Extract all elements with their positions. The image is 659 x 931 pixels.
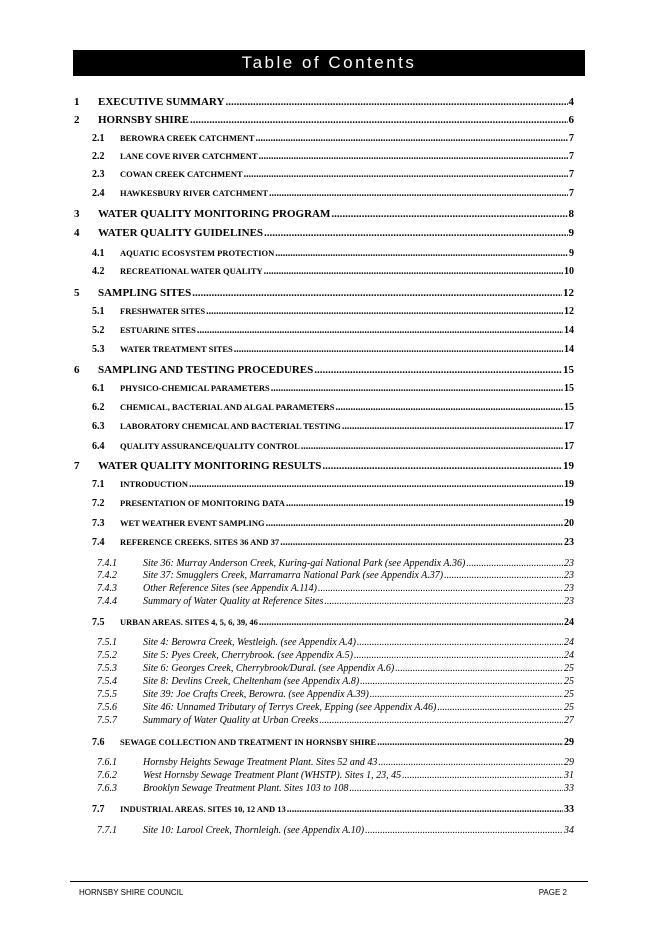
dot-leader — [259, 151, 568, 162]
toc-entry-title: WATER QUALITY MONITORING RESULTS — [98, 460, 322, 472]
toc-entry-number: 4.2 — [92, 266, 105, 277]
toc-entry-number: 5.2 — [92, 325, 105, 336]
toc-entry-number: 7.6.2 — [97, 770, 117, 781]
dot-leader — [444, 570, 563, 581]
toc-entry-level-3[interactable] — [97, 558, 574, 569]
toc-entry-title: Site 10: Larool Creek, Thornleigh. (see Appendix A.10) — [143, 825, 365, 836]
toc-entry-page: 33 — [564, 804, 574, 815]
toc-entry-level-3[interactable] — [97, 715, 574, 726]
toc-entry-page: 33 — [564, 783, 574, 794]
toc-entry-page: 27 — [564, 715, 574, 726]
toc-entry-number: 4 — [74, 227, 80, 239]
toc-entry-number: 5.3 — [92, 344, 105, 355]
dot-leader — [287, 804, 563, 815]
toc-entry-number: 3 — [74, 208, 80, 220]
toc-entry-level-1[interactable] — [74, 287, 574, 299]
toc-entry-page: 25 — [564, 663, 574, 674]
dot-leader — [286, 498, 563, 509]
toc-entry-page: 17 — [564, 441, 574, 452]
toc-entry-title: INTRODUCTION — [120, 479, 189, 489]
toc-entry-level-3[interactable] — [97, 637, 574, 648]
toc-entry-number: 7.4 — [92, 537, 105, 548]
toc-entry-number: 2.1 — [92, 133, 105, 144]
toc-entry-title: SAMPLING AND TESTING PROCEDURES — [98, 364, 314, 376]
toc-entry-number: 7.7.1 — [97, 825, 117, 836]
footer-organization: HORNSBY SHIRE COUNCIL — [79, 888, 184, 897]
dot-leader — [365, 825, 563, 836]
toc-entry-number: 5 — [74, 287, 80, 299]
dot-leader — [402, 770, 563, 781]
dot-leader — [280, 537, 563, 548]
toc-entry-number: 7.5.4 — [97, 676, 117, 687]
toc-entry-title: West Hornsby Sewage Treatment Plant (WHSTP). Sites 1, 23, 45 — [143, 770, 402, 781]
toc-entry-title: BEROWRA CREEK CATCHMENT — [120, 133, 255, 143]
toc-entry-level-2[interactable] — [92, 306, 574, 317]
toc-entry-title: HORNSBY SHIRE — [98, 114, 189, 126]
toc-entry-page: 7 — [569, 169, 574, 180]
toc-entry-title: SEWAGE COLLECTION AND TREATMENT IN HORNSBY SHIRE — [120, 737, 377, 747]
dot-leader — [269, 188, 568, 199]
dot-leader — [192, 287, 562, 299]
toc-entry-title: REFERENCE CREEKS. SITES 36 AND 37 — [120, 537, 280, 547]
toc-entry-title: Hornsby Heights Sewage Treatment Plant. Sites 52 and 43 — [143, 757, 378, 768]
toc-entry-number: 4.1 — [92, 248, 105, 259]
dot-leader — [275, 248, 568, 259]
toc-entry-title: Brooklyn Sewage Treatment Plant. Sites 103 to 108 — [143, 783, 349, 794]
toc-entry-level-3[interactable] — [97, 650, 574, 661]
dot-leader — [266, 518, 563, 529]
toc-entry-page: 8 — [568, 208, 574, 220]
dot-leader — [206, 306, 563, 317]
toc-entry-number: 7.7 — [92, 804, 105, 815]
toc-entry-level-3[interactable] — [97, 596, 574, 607]
toc-entry-page: 6 — [568, 114, 574, 126]
toc-entry-page: 9 — [569, 248, 574, 259]
toc-entry-number: 2.4 — [92, 188, 105, 199]
toc-entry-level-1[interactable] — [74, 114, 574, 126]
toc-entry-page: 19 — [564, 498, 574, 509]
dot-leader — [336, 402, 563, 413]
toc-entry-level-1[interactable] — [74, 208, 574, 220]
toc-entry-title: LANE COVE RIVER CATCHMENT — [120, 151, 258, 161]
toc-entry-title: Site 37: Smugglers Creek, Marramarra National Park (see Appendix A.37) — [143, 570, 444, 581]
toc-entry-number: 7.2 — [92, 498, 105, 509]
toc-entry-title: ESTUARINE SITES — [120, 325, 196, 335]
dot-leader — [264, 266, 563, 277]
toc-entry-number: 7.1 — [92, 479, 105, 490]
toc-entry-title: HAWKESBURY RIVER CATCHMENT — [120, 188, 268, 198]
toc-entry-page: 23 — [564, 596, 574, 607]
toc-entry-level-2[interactable] — [92, 804, 574, 815]
dot-leader — [225, 96, 567, 108]
toc-entry-title: WATER TREATMENT SITES — [120, 344, 233, 354]
toc-entry-number: 7.5.7 — [97, 715, 117, 726]
toc-entry-title: Site 6: Georges Creek, Cherrybrook/Dural. (see Appendix A.6) — [143, 663, 395, 674]
dot-leader — [357, 637, 563, 648]
toc-entry-level-2[interactable] — [92, 266, 574, 277]
toc-entry-level-2[interactable] — [92, 344, 574, 355]
toc-entry-level-3[interactable] — [97, 783, 574, 794]
toc-entry-page: 19 — [563, 460, 574, 472]
toc-entry-title: Other Reference Sites (see Appendix A.114) — [143, 583, 318, 594]
toc-entry-title: SAMPLING SITES — [98, 287, 192, 299]
dot-leader — [244, 169, 568, 180]
dot-leader — [314, 364, 562, 376]
toc-entry-page: 19 — [564, 479, 574, 490]
toc-entry-level-1[interactable] — [74, 96, 574, 108]
toc-entry-number: 2.3 — [92, 169, 105, 180]
toc-entry-title: Summary of Water Quality at Reference Sites — [143, 596, 324, 607]
toc-entry-title: COWAN CREEK CATCHMENT — [120, 169, 243, 179]
dot-leader — [189, 479, 563, 490]
toc-entry-level-3[interactable] — [97, 676, 574, 687]
toc-entry-level-1[interactable] — [74, 227, 574, 239]
dot-leader — [259, 617, 563, 628]
dot-leader — [264, 227, 567, 239]
toc-entry-level-2[interactable] — [92, 402, 574, 413]
toc-entry-page: 12 — [564, 306, 574, 317]
toc-entry-page: 15 — [564, 402, 574, 413]
dot-leader — [255, 133, 568, 144]
dot-leader — [324, 596, 563, 607]
toc-entry-level-2[interactable] — [92, 617, 574, 628]
toc-entry-title: INDUSTRIAL AREAS. SITES 10, 12 AND 13 — [120, 804, 286, 814]
toc-entry-page: 4 — [568, 96, 574, 108]
toc-entry-page: 7 — [569, 188, 574, 199]
toc-entry-level-3[interactable] — [97, 570, 574, 581]
toc-entry-page: 31 — [564, 770, 574, 781]
dot-leader — [271, 383, 563, 394]
footer-divider — [70, 881, 588, 882]
dot-leader — [322, 460, 562, 472]
dot-leader — [197, 325, 563, 336]
toc-entry-title: LABORATORY CHEMICAL AND BACTERIAL TESTING — [120, 421, 341, 431]
toc-entry-level-2[interactable] — [92, 383, 574, 394]
toc-entry-level-1[interactable] — [74, 364, 574, 376]
page-title: Table of Contents — [73, 50, 585, 76]
toc-entry-number: 7.5.2 — [97, 650, 117, 661]
toc-entry-number: 7.5.1 — [97, 637, 117, 648]
toc-entry-number: 7.6.1 — [97, 757, 117, 768]
dot-leader — [370, 689, 563, 700]
toc-entry-page: 23 — [564, 570, 574, 581]
toc-entry-number: 6.1 — [92, 383, 105, 394]
toc-entry-level-2[interactable] — [92, 518, 574, 529]
toc-entry-page: 10 — [564, 266, 574, 277]
toc-entry-level-1[interactable] — [74, 460, 574, 472]
toc-entry-level-2[interactable] — [92, 188, 574, 199]
toc-entry-page: 14 — [564, 325, 574, 336]
toc-entry-page: 7 — [569, 133, 574, 144]
toc-entry-title: Site 4: Berowra Creek, Westleigh. (see Appendix A.4) — [143, 637, 356, 648]
toc-entry-title: PRESENTATION OF MONITORING DATA — [120, 498, 285, 508]
dot-leader — [354, 650, 563, 661]
toc-entry-page: 25 — [564, 689, 574, 700]
toc-entry-number: 7.5 — [92, 617, 105, 628]
dot-leader — [319, 715, 563, 726]
toc-entry-title: RECREATIONAL WATER QUALITY — [120, 266, 263, 276]
toc-entry-page: 14 — [564, 344, 574, 355]
toc-entry-level-2[interactable] — [92, 441, 574, 452]
toc-entry-level-3[interactable] — [97, 770, 574, 781]
toc-entry-number: 7.4.3 — [97, 583, 117, 594]
dot-leader — [437, 702, 563, 713]
toc-entry-number: 6.3 — [92, 421, 105, 432]
toc-entry-page: 25 — [564, 676, 574, 687]
toc-entry-number: 6.4 — [92, 441, 105, 452]
toc-entry-page: 20 — [564, 518, 574, 529]
toc-entry-page: 15 — [564, 383, 574, 394]
toc-entry-page: 29 — [564, 737, 574, 748]
footer-page-number: PAGE 2 — [538, 888, 567, 897]
toc-entry-title: WET WEATHER EVENT SAMPLING — [120, 518, 265, 528]
toc-entry-level-3[interactable] — [97, 583, 574, 594]
toc-entry-title: URBAN AREAS. SITES 4, 5, 6, 39, 46 — [120, 617, 258, 627]
toc-entry-number: 7.4.1 — [97, 558, 117, 569]
toc-entry-level-3[interactable] — [97, 825, 574, 836]
toc-entry-number: 7.6.3 — [97, 783, 117, 794]
toc-entry-page: 12 — [563, 287, 574, 299]
toc-entry-title: Summary of Water Quality at Urban Creeks — [143, 715, 319, 726]
toc-entry-number: 7.6 — [92, 737, 105, 748]
toc-entry-level-2[interactable] — [92, 498, 574, 509]
toc-entry-level-2[interactable] — [92, 479, 574, 490]
toc-entry-page: 34 — [564, 825, 574, 836]
toc-entry-title: WATER QUALITY MONITORING PROGRAM — [98, 208, 331, 220]
toc-entry-level-2[interactable] — [92, 133, 574, 144]
toc-entry-number: 7.4.2 — [97, 570, 117, 581]
toc-entry-title: PHYSICO-CHEMICAL PARAMETERS — [120, 383, 270, 393]
dot-leader — [331, 208, 567, 220]
dot-leader — [395, 663, 563, 674]
toc-entry-page: 23 — [564, 537, 574, 548]
toc-entry-number: 7.5.5 — [97, 689, 117, 700]
toc-entry-title: Site 46: Unnamed Tributary of Terrys Creek, Epping (see Appendix A.46) — [143, 702, 437, 713]
toc-entry-page: 29 — [564, 757, 574, 768]
toc-entry-level-2[interactable] — [92, 537, 574, 548]
toc-entry-level-2[interactable] — [92, 325, 574, 336]
toc-entry-title: Site 39: Joe Crafts Creek, Berowra. (see Appendix A.39) — [143, 689, 369, 700]
toc-entry-number: 2 — [74, 114, 80, 126]
dot-leader — [360, 676, 563, 687]
toc-entry-title: Site 36: Murray Anderson Creek, Kuring-gai National Park (see Appendix A.36) — [143, 558, 466, 569]
dot-leader — [377, 737, 563, 748]
toc-entry-title: AQUATIC ECOSYSTEM PROTECTION — [120, 248, 275, 258]
dot-leader — [342, 421, 563, 432]
toc-entry-page: 17 — [564, 421, 574, 432]
toc-entry-level-2[interactable] — [92, 737, 574, 748]
toc-entry-page: 25 — [564, 702, 574, 713]
toc-entry-title: WATER QUALITY GUIDELINES — [98, 227, 264, 239]
toc-entry-level-2[interactable] — [92, 169, 574, 180]
toc-entry-number: 7 — [74, 460, 80, 472]
toc-entry-level-3[interactable] — [97, 689, 574, 700]
toc-entry-number: 6.2 — [92, 402, 105, 413]
toc-entry-title: EXECUTIVE SUMMARY — [98, 96, 225, 108]
toc-entry-number: 5.1 — [92, 306, 105, 317]
toc-entry-page: 24 — [564, 650, 574, 661]
toc-entry-page: 23 — [564, 583, 574, 594]
toc-entry-number: 7.5.6 — [97, 702, 117, 713]
toc-entry-level-2[interactable] — [92, 421, 574, 432]
toc-entry-page: 7 — [569, 151, 574, 162]
dot-leader — [301, 441, 563, 452]
dot-leader — [378, 757, 563, 768]
toc-entry-title: CHEMICAL, BACTERIAL AND ALGAL PARAMETERS — [120, 402, 335, 412]
toc-entry-number: 7.5.3 — [97, 663, 117, 674]
toc-entry-level-2[interactable] — [92, 248, 574, 259]
toc-entry-page: 15 — [563, 364, 574, 376]
toc-entry-level-3[interactable] — [97, 757, 574, 768]
dot-leader — [466, 558, 563, 569]
toc-entry-page: 9 — [568, 227, 574, 239]
toc-entry-title: Site 5: Pyes Creek, Cherrybrook. (see Appendix A.5) — [143, 650, 353, 661]
toc-entry-number: 7.3 — [92, 518, 105, 529]
toc-entry-page: 24 — [564, 617, 574, 628]
toc-entry-level-3[interactable] — [97, 702, 574, 713]
toc-entry-title: Site 8: Devlins Creek, Cheltenham (see Appendix A.8) — [143, 676, 360, 687]
dot-leader — [190, 114, 568, 126]
toc-entry-title: QUALITY ASSURANCE/QUALITY CONTROL — [120, 441, 300, 451]
toc-entry-number: 7.4.4 — [97, 596, 117, 607]
toc-entry-number: 1 — [74, 96, 80, 108]
toc-entry-level-2[interactable] — [92, 151, 574, 162]
dot-leader — [234, 344, 563, 355]
dot-leader — [349, 783, 563, 794]
toc-entry-level-3[interactable] — [97, 663, 574, 674]
dot-leader — [318, 583, 563, 594]
toc-entry-number: 6 — [74, 364, 80, 376]
toc-entry-page: 24 — [564, 637, 574, 648]
toc-entry-page: 23 — [564, 558, 574, 569]
toc-entry-title: FRESHWATER SITES — [120, 306, 206, 316]
toc-entry-number: 2.2 — [92, 151, 105, 162]
